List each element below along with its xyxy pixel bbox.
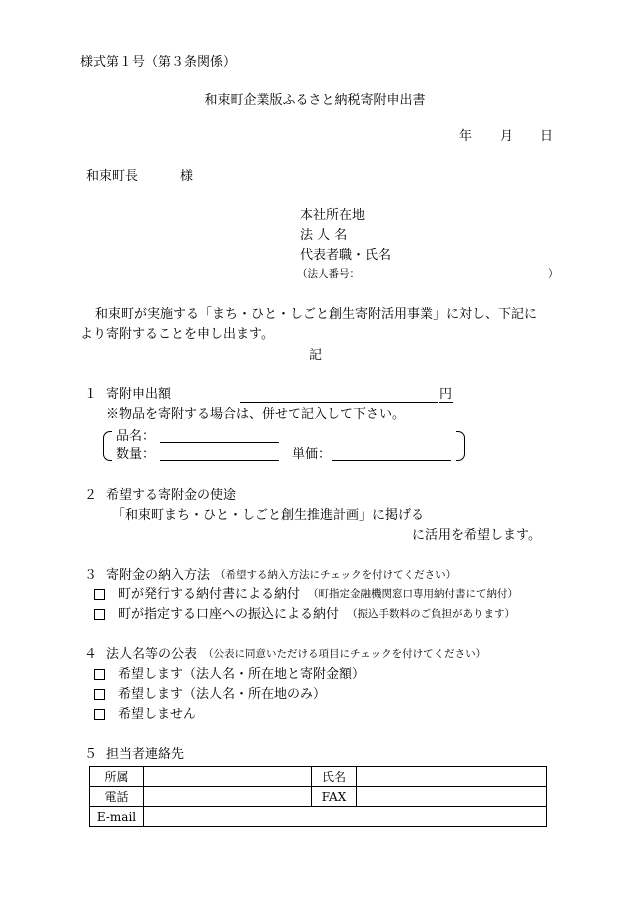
- date-day-label: 日: [540, 129, 554, 144]
- item-name-field-line[interactable]: [160, 442, 279, 443]
- section-2-label: 希望する寄附金の使途: [106, 488, 237, 503]
- contact-name-label: 氏名: [312, 767, 357, 787]
- phone-label: 電話: [90, 787, 144, 807]
- corp-number-label: （法人番号：: [297, 268, 360, 280]
- fax-field[interactable]: [357, 787, 547, 807]
- payment-option-1-note: （町指定金融機関窓口専用納付書にて納付）: [308, 588, 518, 600]
- corp-number-close: ）: [548, 268, 559, 280]
- section-2-line-1: 「和束町まち・ひと・しごと創生推進計画」に掲げる: [112, 508, 425, 523]
- unit-price-field-line[interactable]: [332, 460, 451, 461]
- disclosure-name-only-checkbox[interactable]: [94, 689, 105, 700]
- document-title: 和束町企業版ふるさと納税寄附申出書: [204, 93, 426, 108]
- representative-label: 代表者職・氏名: [300, 248, 392, 263]
- intro-line-2: より寄附することを申し出ます。: [80, 327, 274, 342]
- section-1-label: 寄附申出額: [106, 387, 172, 402]
- amount-field-line[interactable]: [240, 402, 438, 403]
- section-3-number: ３: [84, 568, 98, 583]
- amount-unit-underline: [439, 402, 453, 403]
- fax-label: FAX: [312, 787, 357, 807]
- table-row: [90, 787, 547, 807]
- payment-option-1-label: 町が発行する納付書による納付: [118, 587, 301, 602]
- section-3-hint: （希望する納入方法にチェックを付けてください）: [215, 569, 457, 581]
- table-row: [90, 807, 547, 827]
- disclosure-full-checkbox[interactable]: [94, 669, 105, 680]
- section-3-label: 寄附金の納入方法: [106, 568, 211, 583]
- left-bracket: [103, 431, 112, 461]
- section-4-label: 法人名等の公表: [106, 647, 198, 662]
- intro-line-1: 和束町が実施する「まち・ひと・しごと創生寄附活用事業」に対し、下記に: [95, 307, 538, 322]
- payment-option-2-note: （振込手数料のご負担があります）: [347, 608, 515, 620]
- payment-option-2-label: 町が指定する口座への振込による納付: [118, 607, 340, 622]
- disclosure-option-1-label: 希望します（法人名・所在地と寄附金額）: [118, 667, 366, 682]
- addressee-honorific: 様: [180, 169, 194, 184]
- item-name-label: 品名：: [116, 429, 156, 444]
- disclosure-option-3-label: 希望しません: [118, 707, 197, 722]
- email-field[interactable]: [144, 807, 547, 827]
- quantity-label: 数量：: [116, 447, 156, 462]
- date-year-label: 年: [459, 129, 473, 144]
- ki-heading: 記: [309, 348, 323, 363]
- disclosure-option-2-label: 希望します（法人名・所在地のみ）: [118, 687, 327, 702]
- affiliation-field[interactable]: [144, 767, 312, 787]
- address-label: 本社所在地: [300, 208, 366, 223]
- phone-field[interactable]: [144, 787, 312, 807]
- section-4-number: ４: [84, 647, 98, 662]
- amount-unit: 円: [439, 387, 453, 402]
- section-2-line-2: に活用を希望します。: [412, 528, 541, 543]
- section-1-note: ※物品を寄附する場合は、併せて記入して下さい。: [106, 407, 406, 422]
- affiliation-label: 所属: [90, 767, 144, 787]
- unit-price-label: 単価：: [292, 447, 332, 462]
- section-5-label: 担当者連絡先: [106, 747, 185, 762]
- bank-transfer-checkbox[interactable]: [94, 609, 105, 620]
- contact-name-field[interactable]: [357, 767, 547, 787]
- section-2-number: ２: [84, 488, 98, 503]
- date-month-label: 月: [500, 129, 514, 144]
- disclosure-none-checkbox[interactable]: [94, 709, 105, 720]
- payment-slip-checkbox[interactable]: [94, 589, 105, 600]
- corp-name-label: 法 人 名: [300, 228, 348, 243]
- email-label: E-mail: [90, 807, 144, 827]
- form-number: 様式第１号（第３条関係）: [80, 55, 237, 70]
- right-bracket: [456, 431, 465, 461]
- section-4-hint: （公表に同意いただける項目にチェックを付けてください）: [203, 648, 487, 660]
- quantity-field-line[interactable]: [160, 460, 279, 461]
- table-row: [90, 767, 547, 787]
- contact-table: [89, 766, 547, 827]
- addressee-name: 和束町長: [86, 169, 139, 184]
- section-5-number: ５: [84, 747, 98, 762]
- section-1-number: １: [84, 387, 98, 402]
